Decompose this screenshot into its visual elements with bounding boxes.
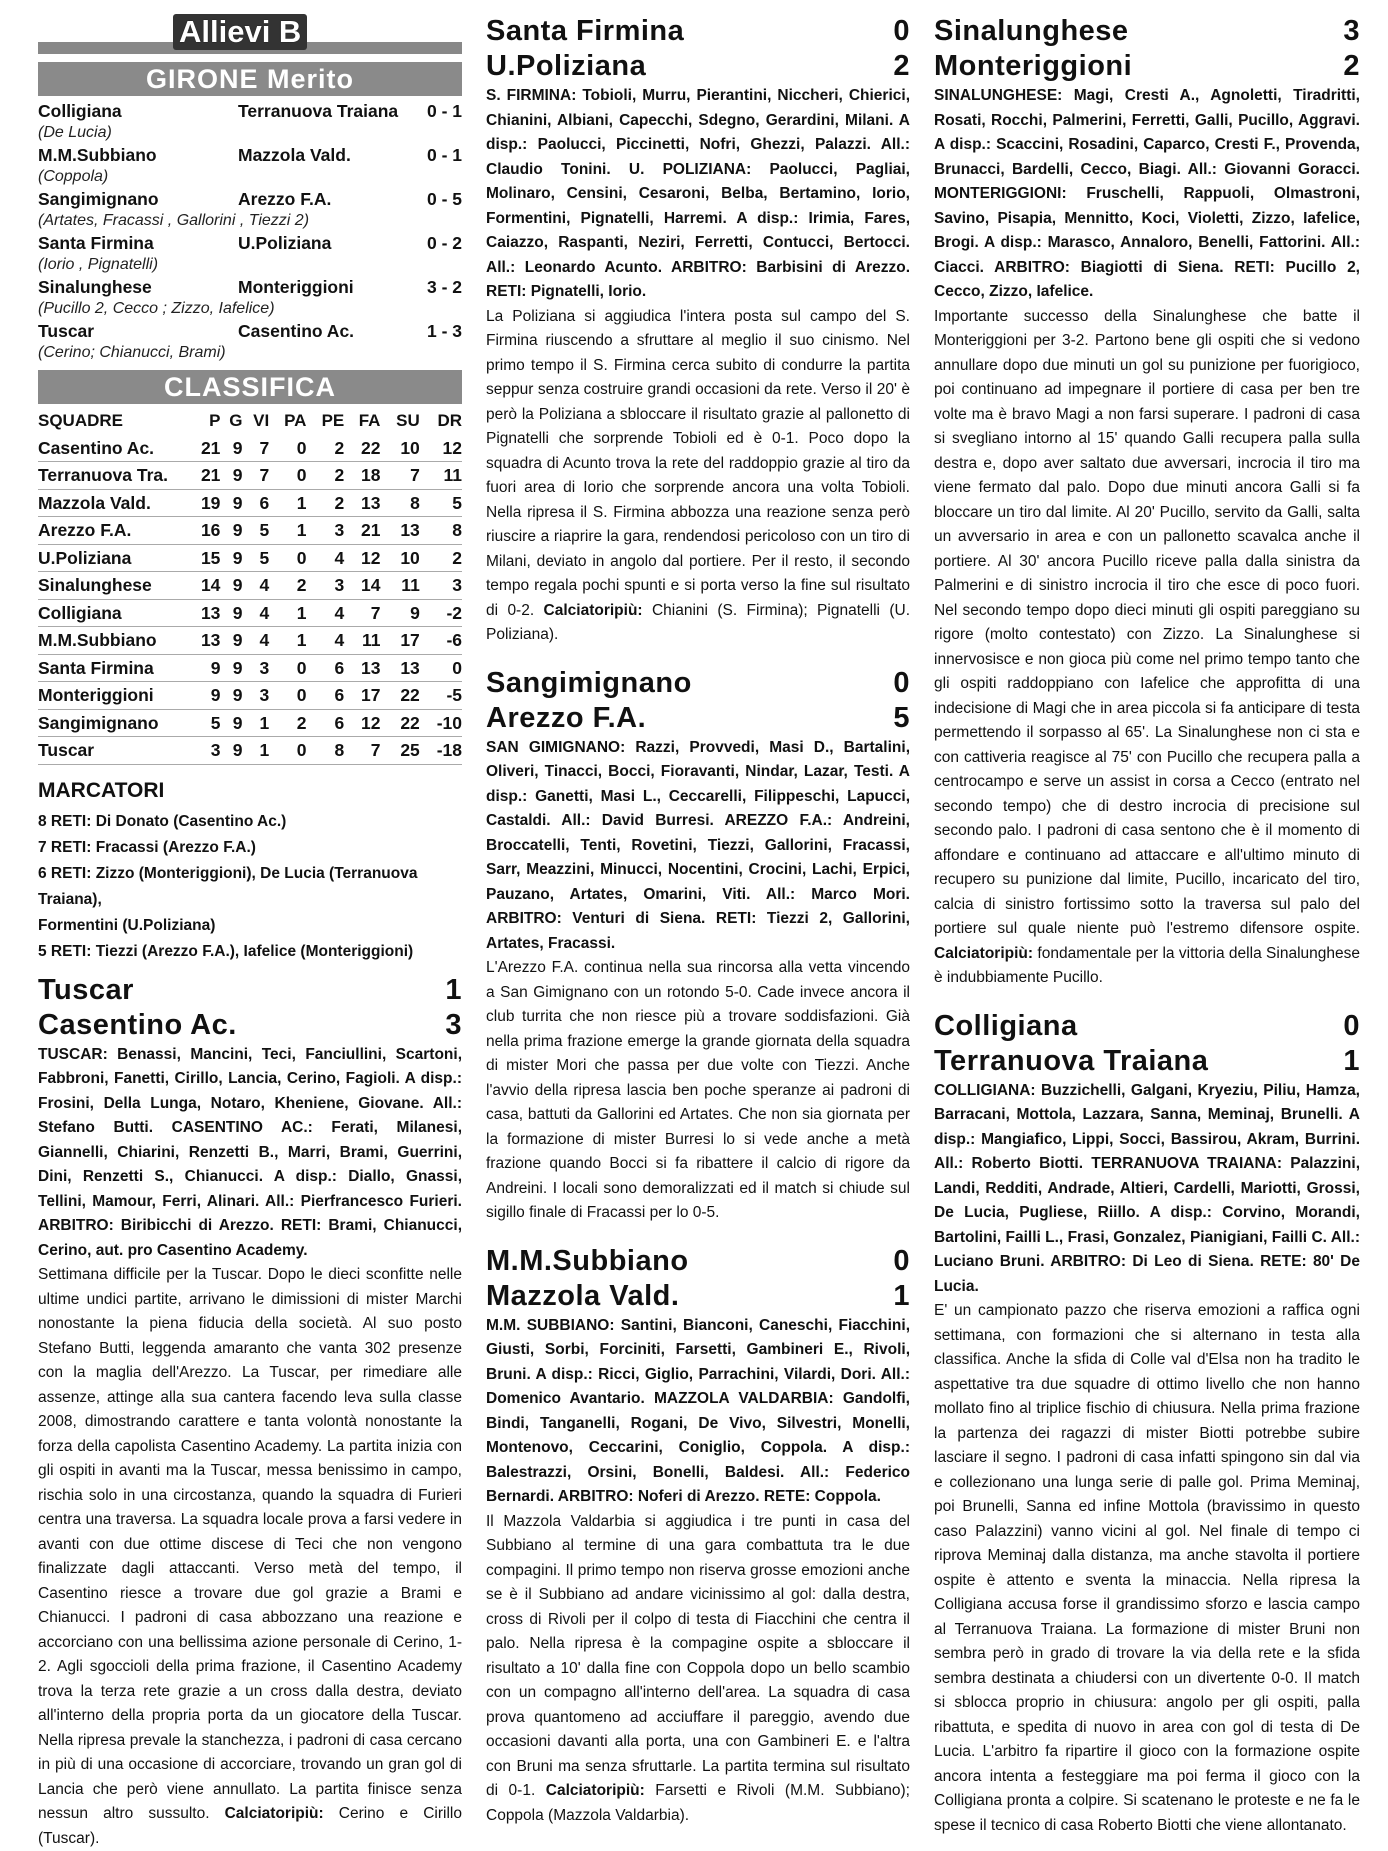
standings-row bbox=[38, 709, 462, 737]
result-score: 0 - 2 bbox=[418, 232, 462, 254]
standings-cell: 21 bbox=[344, 517, 380, 545]
standings-cell: 12 bbox=[344, 544, 380, 572]
standings-header-cell: P bbox=[188, 408, 220, 435]
standings-cell: 0 bbox=[420, 654, 462, 682]
standings-cell: 3 bbox=[420, 572, 462, 600]
standings-header-cell: SQUADRE bbox=[38, 408, 188, 435]
standings-cell: 5 bbox=[242, 544, 269, 572]
match-head-home bbox=[486, 14, 910, 49]
standings-cell: 14 bbox=[344, 572, 380, 600]
match-head-away bbox=[486, 1279, 910, 1314]
team-away: Mazzola Vald. bbox=[486, 1279, 679, 1314]
standings-cell: 1 bbox=[269, 599, 306, 627]
standings-cell: 9 bbox=[220, 572, 242, 600]
standings-cell: 3 bbox=[242, 654, 269, 682]
result-home: Tuscar bbox=[38, 320, 238, 342]
standings-cell: 0 bbox=[269, 544, 306, 572]
standings-row bbox=[38, 489, 462, 517]
result-home: Santa Firmina bbox=[38, 232, 238, 254]
standings-cell: 17 bbox=[380, 627, 419, 655]
standings-cell: 9 bbox=[188, 654, 220, 682]
standings-cell: 9 bbox=[220, 654, 242, 682]
column-left bbox=[38, 14, 462, 1758]
standings-cell: 8 bbox=[380, 489, 419, 517]
match-sangimignano bbox=[486, 666, 910, 1226]
standings-cell: 1 bbox=[269, 489, 306, 517]
standings-team: Monteriggioni bbox=[38, 682, 188, 710]
standings-cell: 5 bbox=[188, 709, 220, 737]
standings-cell: -5 bbox=[420, 682, 462, 710]
standings-cell: 9 bbox=[380, 599, 419, 627]
score-away: 1 bbox=[1343, 1044, 1360, 1079]
standings-cell: 13 bbox=[188, 599, 220, 627]
standings-cell: 7 bbox=[242, 462, 269, 490]
standings-cell: 7 bbox=[380, 462, 419, 490]
standings-cell: 4 bbox=[306, 599, 344, 627]
standings-cell: 9 bbox=[220, 737, 242, 765]
match-head-home bbox=[934, 1009, 1360, 1044]
calciatori-label: Calciatoripiù: bbox=[546, 1782, 645, 1799]
team-home: Santa Firmina bbox=[486, 14, 684, 49]
result-row bbox=[38, 100, 462, 122]
section-title: Allievi B bbox=[173, 14, 307, 50]
standings-cell: 0 bbox=[269, 654, 306, 682]
standings-cell: 13 bbox=[380, 517, 419, 545]
standings-team: Mazzola Vald. bbox=[38, 489, 188, 517]
result-score: 0 - 1 bbox=[418, 100, 462, 122]
standings-cell: 9 bbox=[220, 517, 242, 545]
standings-cell: 13 bbox=[344, 654, 380, 682]
standings-cell: 3 bbox=[242, 682, 269, 710]
standings-cell: -6 bbox=[420, 627, 462, 655]
standings-cell: -10 bbox=[420, 709, 462, 737]
standings-cell: 13 bbox=[380, 654, 419, 682]
result-home: Colligiana bbox=[38, 100, 238, 122]
result-away: Mazzola Vald. bbox=[238, 144, 418, 166]
standings-row bbox=[38, 544, 462, 572]
standings-cell: 11 bbox=[420, 462, 462, 490]
result-row bbox=[38, 144, 462, 166]
match-report: L'Arezzo F.A. continua nella sua rincorsa alla vetta vincendo a San Gimignano con un rotondo 5-0. Cade invece ancora il club turrita che non riesce più a trovare soddisfazioni. Già nella prima frazione emerge la grande giornata della squadra di mister Mori che passa per due volte con Tiezzi. Anche l'avvio della ripresa lascia ben poche speranze ai padroni di casa, battuti da Gallorini ed Artates. Che non sia giornata per la formazione di mister Burresi lo si vede anche a metà frazione quando Bocci si fa ribattere il calcio di rigore da Andreini. I locali sono demoralizzati ed il match si chiude sul sigillo finale di Fracassi per lo 0-5. bbox=[486, 956, 910, 1226]
result-scorers: (De Lucia) bbox=[38, 122, 462, 144]
standings-cell: 19 bbox=[188, 489, 220, 517]
standings-cell: 9 bbox=[220, 462, 242, 490]
standings-cell: 0 bbox=[269, 435, 306, 462]
standings-cell: 4 bbox=[242, 572, 269, 600]
team-away: Terranuova Traiana bbox=[934, 1044, 1208, 1079]
standings-header-cell: G bbox=[220, 408, 242, 435]
standings-cell: 9 bbox=[220, 709, 242, 737]
column-right bbox=[934, 14, 1360, 1758]
result-away: Terranuova Traiana bbox=[238, 100, 418, 122]
standings-cell: 7 bbox=[242, 435, 269, 462]
standings-cell: 22 bbox=[380, 682, 419, 710]
match-report: Il Mazzola Valdarbia si aggiudica i tre punti in casa del Subbiano al termine di una gara combattuta tra le due compagini. Il primo tempo non riserva grosse emozioni anche se è il Subbiano ad andare vicinissimo al gol: dalla destra, cross di Rivoli per il colpo di testa di Fiacchini che centra il palo. Nella ripresa è la compagine ospite a sbloccare il risultato a 10' dalla fine con Coppola dopo un bello scambio con un compagno all'interno dell'area. La squadra di casa prova quantomeno ad acciuffare il pareggio, avendo due occasioni davanti alla porta, una con Gambineri E. e l'altra con Bruni ma senza sfruttarle. La partita termina sul risultato di 0-1. Calciatoripiù: Farsetti e Rivoli (M.M. Subbiano); Coppola (Mazzola Valdarbia). bbox=[486, 1510, 910, 1829]
standings-cell: 6 bbox=[242, 489, 269, 517]
standings-header-cell: VI bbox=[242, 408, 269, 435]
standings-cell: 9 bbox=[220, 489, 242, 517]
match-report: E' un campionato pazzo che riserva emozioni a raffica ogni settimana, con formazioni che si alternano in testa alla classifica. Anche la sfida di Colle val d'Elsa non ha tradito le aspettative tra due squadre di ottimo livello che non hanno mollato fino al triplice fischio di chiusura. Nella prima frazione la partenza dei ragazzi di mister Biotti potrebbe subire lasciare il segno. I padroni di casa infatti spingono sin dal via e collezionano una lunga serie di palle gol. Prima Meminaj, poi Brunelli, Sanna ed infine Mottola (bravissimo in questo caso Palazzini) vanno vicini al gol. Nel finale di tempo ci riprova Meminaj dalla distanza, ma anche stavolta il portiere ospite è attento e sventa la minaccia. Nella ripresa la Colligiana accusa forse il grandissimo sforzo e lascia campo al Terranuova Traiana. La formazione di mister Bruni non sembra però in grado di trovare la via della rete e la sfida sembra destinata a chiudersi con un divertente 0-0. Il match si sblocca proprio in chiusura: angolo per gli ospiti, palla ribattuta, e spedita di nuovo in area con gol di testa di De Lucia. L'arbitro fa ripartire il gioco con la formazione ospite ancora intenta a festeggiare ma poi ferma il gioco con la Colligiana pronta a colpire. Si scatenano le proteste e ne fa le spese il tecnico di casa Roberto Biotti che viene allontanato. bbox=[934, 1299, 1360, 1838]
standings-cell: 6 bbox=[306, 709, 344, 737]
result-scorers: (Pucillo 2, Cecco ; Zizzo, Iafelice) bbox=[38, 298, 462, 320]
section-header bbox=[38, 14, 462, 54]
standings-row bbox=[38, 517, 462, 545]
standings-team: U.Poliziana bbox=[38, 544, 188, 572]
team-away: Arezzo F.A. bbox=[486, 701, 646, 736]
standings-team: Arezzo F.A. bbox=[38, 517, 188, 545]
standings-cell: 12 bbox=[420, 435, 462, 462]
standings-team: Colligiana bbox=[38, 599, 188, 627]
standings-cell: 0 bbox=[269, 737, 306, 765]
match-report: Settimana difficile per la Tuscar. Dopo le dieci sconfitte nelle ultime undici partite, arrivano le dimissioni di mister Marchi nonostante la piena fiducia della società. Al suo posto Stefano Butti, leggenda amaranto che vanta 302 presenze con la maglia dell'Arezzo. La Tuscar, per rimediare alle assenze, attinge alla sua cantera facendo leva sulla classe 2008, dimostrando carattere e tanta volontà nonostante la forza della capolista Casentino Academy. La partita inizia con gli ospiti in avanti ma la Tuscar, messa benissimo in campo, rischia solo in una circostanza, quando la squadra di Furieri centra una traversa. La squadra locale prova a farsi vedere in avanti con due ottime discese di Teci che non vengono finalizzate dagli attaccanti. Verso metà del tempo, il Casentino riesce a trovare due gol grazie a Brami e Chianucci. I padroni di casa abbozzano una reazione e accorciano con una bellissima azione personale di Cerino, 1-2. Agli sgoccioli della prima frazione, il Casentino Academy trova la terza rete grazie a un cross dalla destra, deviato all'interno della propria porta da un giocatore della Tuscar. Nella ripresa prevale la stanchezza, i padroni di casa cercano in più di una occasione di accorciare, trovando un gran gol di Lancia che però viene annullato. La partita finisce senza nessun altro sussulto. Calciatoripiù: Cerino e Cirillo (Tuscar). bbox=[38, 1263, 462, 1851]
team-home: Colligiana bbox=[934, 1009, 1078, 1044]
team-away: U.Poliziana bbox=[486, 49, 646, 84]
standings-cell: 9 bbox=[188, 682, 220, 710]
match-head-away bbox=[934, 1044, 1360, 1079]
result-score: 3 - 2 bbox=[418, 276, 462, 298]
standings-team: Casentino Ac. bbox=[38, 435, 188, 462]
score-home: 1 bbox=[445, 973, 462, 1008]
standings-cell: 2 bbox=[420, 544, 462, 572]
calciatori-value: fondamentale per la vittoria della Sinalunghese è indubbiamente Pucillo. bbox=[934, 945, 1360, 987]
result-row bbox=[38, 276, 462, 298]
match-report: Importante successo della Sinalunghese che batte il Monteriggioni per 3-2. Partono bene gli ospiti che si vedono annullare dopo due minuti un gol su punizione per fuorigioco, poi continuano ad impegnare il portiere di casa per ben tre volte ma è bravo Magi a non farsi superare. I padroni di casa si svegliano intorno al 15' quando Galli recupera palla sulla destra e, dopo aver saltato due avversari, incrocia il tiro ma viene fermato dal palo. Dopo due minuti ancora Galli si fa bloccare un tiro dal limite. Al 20' Pucillo, servito da Galli, salta un avversario in area e con un pallonetto scavalca anche il portiere. Al 30' ancora Pucillo riceve palla dalla sinistra da Palmerini e di sinistro incrocia il tiro che esce di poco fuori. Nel secondo tempo dopo dieci minuti gli ospiti pareggiano su rigore (molto contestato) con Zizzo. La Sinalunghese si innervosisce e non gioca più come nel primo tempo tanto che gli ospiti raddoppiano con Iafelice che approfitta di una indecisione di Magi che in area piccola si fa anticipare di testa permettendo il sorpasso al 65'. La Sinalunghese non ci sta e con cattiveria reagisce al 75' con Pucillo che recupera palla a centrocampo e serve un assist in corsa a Cecco (entrato nel secondo tempo) che di destro incrocia di precisione sul secondo palo. I padroni di casa sentono che è il momento di affondare e continuano ad attaccare e all'ultimo minuto di recupero su punizione dal limite, Pucillo, incaricato del tiro, calcia di sinistro fortissimo sotto la traversa sul palo del portiere sul quale niente può l'estremo difensore ospite. Calciatoripiù: fondamentale per la vittoria della Sinalunghese è indubbiamente Pucillo. bbox=[934, 305, 1360, 991]
standings-header-cell: DR bbox=[420, 408, 462, 435]
standings-cell: 22 bbox=[344, 435, 380, 462]
standings-cell: 21 bbox=[188, 435, 220, 462]
marcatori-line: 6 RETI: Zizzo (Monteriggioni), De Lucia (Terranuova Traiana), bbox=[38, 861, 462, 913]
girone-title: GIRONE Merito bbox=[38, 62, 462, 96]
match-colligiana bbox=[934, 1009, 1360, 1839]
standings-header-cell: PA bbox=[269, 408, 306, 435]
standings-cell: 11 bbox=[380, 572, 419, 600]
calciatori-label: Calciatoripiù: bbox=[225, 1805, 324, 1822]
standings-cell: 2 bbox=[306, 462, 344, 490]
standings-row bbox=[38, 572, 462, 600]
score-away: 1 bbox=[893, 1279, 910, 1314]
standings-cell: 14 bbox=[188, 572, 220, 600]
score-away: 2 bbox=[1343, 49, 1360, 84]
calciatori-value: Chianini (S. Firmina); Pignatelli (U. Poliziana). bbox=[486, 602, 910, 644]
match-lineup: COLLIGIANA: Buzzichelli, Galgani, Kryeziu, Piliu, Hamza, Barracani, Mottola, Lazzara, Sanna, Meminaj, Brunelli. A disp.: Mangiafico, Lippi, Socci, Bassirou, Akram, Burrini. All.: Roberto Biotti. TERRANUOVA TRAIANA: Palazzini, Landi, Redditi, Andrade, Altieri, Cardelli, Mariotti, Grossi, De Lucia, Pugliese, Riillo. A disp.: Corvino, Morandi, Bartolini, Failli L., Frasi, Gonzalez, Pianigiani, Failli C. All.: Luciano Bruni. ARBITRO: Di Leo di Siena. RETE: 80' De Lucia. bbox=[934, 1079, 1360, 1300]
standings-cell: 21 bbox=[188, 462, 220, 490]
standings-team: Santa Firmina bbox=[38, 654, 188, 682]
match-report: La Poliziana si aggiudica l'intera posta sul campo del S. Firmina riuscendo a sfruttare al meglio il suo cinismo. Nel primo tempo il S. Firmina cerca subito di condurre la partita seppur senza costruire grandi occasioni da rete. Verso il 20' è però la Poliziana a sbloccare il risultato grazie al pallonetto di Pignatelli che sorprende Tobioli ed è 0-1. Poco dopo la squadra di Acunto trova la rete del raddoppio grazie al tiro da fuori area di Iorio che sorprende ancora una volta Tobioli. Nella ripresa il S. Firmina abbozza una reazione senza però riuscire a riaprire la gara, rendendosi pericoloso con un tiro di Milani, deviato in angolo dal portiere. Per il resto, il secondo tempo regala pochi spunti e si porta verso la fine sul risultato di 0-2. Calciatoripiù: Chianini (S. Firmina); Pignatelli (U. Poliziana). bbox=[486, 305, 910, 648]
result-away: Monteriggioni bbox=[238, 276, 418, 298]
score-away: 2 bbox=[893, 49, 910, 84]
standings-cell: 2 bbox=[306, 489, 344, 517]
standings-cell: 1 bbox=[242, 737, 269, 765]
standings-cell: 1 bbox=[269, 517, 306, 545]
standings-cell: 0 bbox=[269, 682, 306, 710]
standings-cell: 1 bbox=[269, 627, 306, 655]
standings-cell: 2 bbox=[306, 435, 344, 462]
match-lineup: SINALUNGHESE: Magi, Cresti A., Agnoletti, Tiradritti, Rosati, Rocchi, Palmerini, Ferretti, Galli, Pucillo, Aggravi. A disp.: Scaccini, Rosadini, Caparco, Cresti F., Provenda, Brunacci, Bardelli, Cecco, Biagi. All.: Giovanni Goracci. MONTERIGGIONI: Fruschelli, Rappuoli, Olmastroni, Savino, Pisapia, Mennitto, Koci, Violetti, Zizzo, Iafelice, Brogi. A disp.: Marasco, Annaloro, Benelli, Fattorini. All.: Ciacci. ARBITRO: Biagiotti di Siena. RETI: Pucillo 2, Cecco, Zizzo, Iafelice. bbox=[934, 84, 1360, 305]
standings-cell: 1 bbox=[242, 709, 269, 737]
standings-cell: 15 bbox=[188, 544, 220, 572]
standings-header-row bbox=[38, 408, 462, 435]
standings-cell: 9 bbox=[220, 599, 242, 627]
standings-team: Sinalunghese bbox=[38, 572, 188, 600]
match-head-away bbox=[934, 49, 1360, 84]
standings-cell: -18 bbox=[420, 737, 462, 765]
standings-row bbox=[38, 737, 462, 765]
standings-cell: 10 bbox=[380, 435, 419, 462]
team-home: Sinalunghese bbox=[934, 14, 1129, 49]
standings-cell: 5 bbox=[242, 517, 269, 545]
match-lineup: SAN GIMIGNANO: Razzi, Provvedi, Masi D., Bartalini, Oliveri, Tinacci, Bocci, Fioravanti, Nindar, Lazar, Testi. A disp.: Ganetti, Masi L., Ceccarelli, Filippeschi, Lapucci, Castaldi. All.: David Burresi. AREZZO F.A.: Andreini, Broccatelli, Tenti, Rovetini, Tiezzi, Gallorini, Fracassi, Sarr, Meazzini, Minucci, Nocentini, Crocini, Lachi, Erpici, Pauzano, Artates, Omarini, Viti. All.: Marco Mori. ARBITRO: Venturi di Siena. RETI: Tiezzi 2, Gallorini, Artates, Fracassi. bbox=[486, 736, 910, 957]
result-row bbox=[38, 188, 462, 210]
standings-cell: 3 bbox=[306, 572, 344, 600]
standings-row bbox=[38, 462, 462, 490]
standings-cell: 9 bbox=[220, 435, 242, 462]
match-lineup: TUSCAR: Benassi, Mancini, Teci, Fanciullini, Scartoni, Fabbroni, Fanetti, Cirillo, Lancia, Cerino, Fagioli. A disp.: Frosini, Della Lunga, Notaro, Kheniene, Giovane. All.: Stefano Butti. CASENTINO AC.: Ferati, Milanesi, Giannelli, Chiarini, Renzetti B., Marri, Brami, Guerrini, Dini, Renzetti S., Chianucci. A disp.: Diallo, Gnassi, Tellini, Mamour, Ferri, Alinari. All.: Pierfrancesco Furieri. ARBITRO: Biribicchi di Arezzo. RETI: Brami, Chianucci, Cerino, aut. pro Casentino Academy. bbox=[38, 1043, 462, 1264]
result-scorers: (Artates, Fracassi , Gallorini , Tiezzi 2) bbox=[38, 210, 462, 232]
standings-cell: 13 bbox=[188, 627, 220, 655]
marcatori-line: 5 RETI: Tiezzi (Arezzo F.A.), Iafelice (Monteriggioni) bbox=[38, 939, 462, 965]
score-home: 0 bbox=[893, 14, 910, 49]
result-home: M.M.Subbiano bbox=[38, 144, 238, 166]
match-head-home bbox=[38, 973, 462, 1008]
marcatori-list bbox=[38, 809, 462, 965]
standings-cell: 2 bbox=[269, 709, 306, 737]
standings-cell: 12 bbox=[344, 709, 380, 737]
standings-cell: 6 bbox=[306, 682, 344, 710]
result-scorers: (Iorio , Pignatelli) bbox=[38, 254, 462, 276]
column-middle bbox=[486, 14, 910, 1758]
standings-cell: 4 bbox=[306, 544, 344, 572]
team-home: Tuscar bbox=[38, 973, 134, 1008]
standings-cell: 0 bbox=[269, 462, 306, 490]
result-scorers: (Cerino; Chianucci, Brami) bbox=[38, 342, 462, 364]
match-head-home bbox=[934, 14, 1360, 49]
calciatori-value: Farsetti e Rivoli (M.M. Subbiano); Coppola (Mazzola Valdarbia). bbox=[486, 1782, 910, 1824]
team-home: M.M.Subbiano bbox=[486, 1244, 689, 1279]
standings-cell: 13 bbox=[344, 489, 380, 517]
standings-cell: 9 bbox=[220, 627, 242, 655]
standings-cell: 11 bbox=[344, 627, 380, 655]
standings-row bbox=[38, 599, 462, 627]
standings-table bbox=[38, 408, 462, 765]
calciatori-value: Cerino e Cirillo (Tuscar). bbox=[38, 1805, 462, 1847]
match-head-away bbox=[38, 1008, 462, 1043]
standings-row bbox=[38, 682, 462, 710]
standings-cell: 8 bbox=[306, 737, 344, 765]
team-home: Sangimignano bbox=[486, 666, 692, 701]
marcatori-line: 8 RETI: Di Donato (Casentino Ac.) bbox=[38, 809, 462, 835]
team-away: Monteriggioni bbox=[934, 49, 1132, 84]
match-firmina bbox=[486, 14, 910, 648]
result-row bbox=[38, 232, 462, 254]
standings-cell: 6 bbox=[306, 654, 344, 682]
classifica-title: CLASSIFICA bbox=[38, 370, 462, 404]
match-tuscar bbox=[38, 973, 462, 1851]
score-home: 0 bbox=[893, 1244, 910, 1279]
result-home: Sangimignano bbox=[38, 188, 238, 210]
marcatori-line: Formentini (U.Poliziana) bbox=[38, 913, 462, 939]
standings-cell: 2 bbox=[269, 572, 306, 600]
result-home: Sinalunghese bbox=[38, 276, 238, 298]
standings-row bbox=[38, 627, 462, 655]
score-away: 5 bbox=[893, 701, 910, 736]
marcatori-line: 7 RETI: Fracassi (Arezzo F.A.) bbox=[38, 835, 462, 861]
standings-cell: 18 bbox=[344, 462, 380, 490]
score-home: 0 bbox=[893, 666, 910, 701]
standings-header-cell: FA bbox=[344, 408, 380, 435]
standings-cell: 4 bbox=[242, 627, 269, 655]
result-score: 0 - 1 bbox=[418, 144, 462, 166]
standings-cell: 10 bbox=[380, 544, 419, 572]
standings-cell: 4 bbox=[306, 627, 344, 655]
calciatori-label: Calciatoripiù: bbox=[544, 602, 643, 619]
standings-header-cell: SU bbox=[380, 408, 419, 435]
match-sinalunghese bbox=[934, 14, 1360, 991]
score-home: 3 bbox=[1343, 14, 1360, 49]
result-row bbox=[38, 320, 462, 342]
standings-team: Sangimignano bbox=[38, 709, 188, 737]
standings-team: M.M.Subbiano bbox=[38, 627, 188, 655]
standings-team: Tuscar bbox=[38, 737, 188, 765]
standings-cell: 3 bbox=[188, 737, 220, 765]
standings-header-cell: PE bbox=[306, 408, 344, 435]
match-head-home bbox=[486, 1244, 910, 1279]
standings-cell: 22 bbox=[380, 709, 419, 737]
standings-cell: 8 bbox=[420, 517, 462, 545]
standings-cell: 7 bbox=[344, 737, 380, 765]
score-home: 0 bbox=[1343, 1009, 1360, 1044]
marcatori-title: MARCATORI bbox=[38, 779, 462, 803]
calciatori-label: Calciatoripiù: bbox=[934, 945, 1033, 962]
results-list bbox=[38, 100, 462, 364]
standings-cell: 3 bbox=[306, 517, 344, 545]
result-score: 0 - 5 bbox=[418, 188, 462, 210]
team-away: Casentino Ac. bbox=[38, 1008, 237, 1043]
standings-cell: 16 bbox=[188, 517, 220, 545]
result-score: 1 - 3 bbox=[418, 320, 462, 342]
standings-team: Terranuova Tra. bbox=[38, 462, 188, 490]
match-subbiano bbox=[486, 1244, 910, 1829]
match-head-away bbox=[486, 49, 910, 84]
result-scorers: (Coppola) bbox=[38, 166, 462, 188]
result-away: Casentino Ac. bbox=[238, 320, 418, 342]
standings-row bbox=[38, 435, 462, 462]
score-away: 3 bbox=[445, 1008, 462, 1043]
standings-cell: 9 bbox=[220, 682, 242, 710]
match-head-away bbox=[486, 701, 910, 736]
match-lineup: M.M. SUBBIANO: Santini, Bianconi, Caneschi, Fiacchini, Giusti, Sorbi, Forciniti, Farsetti, Gambineri E., Rivoli, Bruni. A disp.: Ricci, Giglio, Parrachini, Vilardi, Dori. All.: Domenico Avantario. MAZZOLA VALDARBIA: Gandolfi, Bindi, Tanganelli, Rogani, De Vivo, Silvestri, Monelli, Montenovo, Ceccarini, Coniglio, Coppola. A disp.: Balestrazzi, Orsini, Bonelli, Baldesi. All.: Federico Bernardi. ARBITRO: Noferi di Arezzo. RETE: Coppola. bbox=[486, 1314, 910, 1510]
match-head-home bbox=[486, 666, 910, 701]
result-away: Arezzo F.A. bbox=[238, 188, 418, 210]
standings-cell: 17 bbox=[344, 682, 380, 710]
standings-cell: 25 bbox=[380, 737, 419, 765]
standings-row bbox=[38, 654, 462, 682]
standings-cell: 9 bbox=[220, 544, 242, 572]
standings-cell: 5 bbox=[420, 489, 462, 517]
standings-cell: 7 bbox=[344, 599, 380, 627]
result-away: U.Poliziana bbox=[238, 232, 418, 254]
standings-cell: -2 bbox=[420, 599, 462, 627]
standings-cell: 4 bbox=[242, 599, 269, 627]
match-lineup: S. FIRMINA: Tobioli, Murru, Pierantini, Niccheri, Chierici, Chianini, Albiani, Capecchi, Sdegno, Gerardini, Milani. A disp.: Paolucci, Piccinetti, Nofri, Ghezzi, Palazzi. All.: Claudio Tonini. U. POLIZIANA: Paolucci, Pagliai, Molinaro, Censini, Cesaroni, Belba, Bertamino, Iorio, Formentini, Pignatelli, Harremi. A disp.: Irimia, Fares, Caiazzo, Raspanti, Neziri, Ferretti, Contucci, Bertocci. All.: Leonardo Acunto. ARBITRO: Barbisini di Arezzo. RETI: Pignatelli, Iorio. bbox=[486, 84, 910, 305]
